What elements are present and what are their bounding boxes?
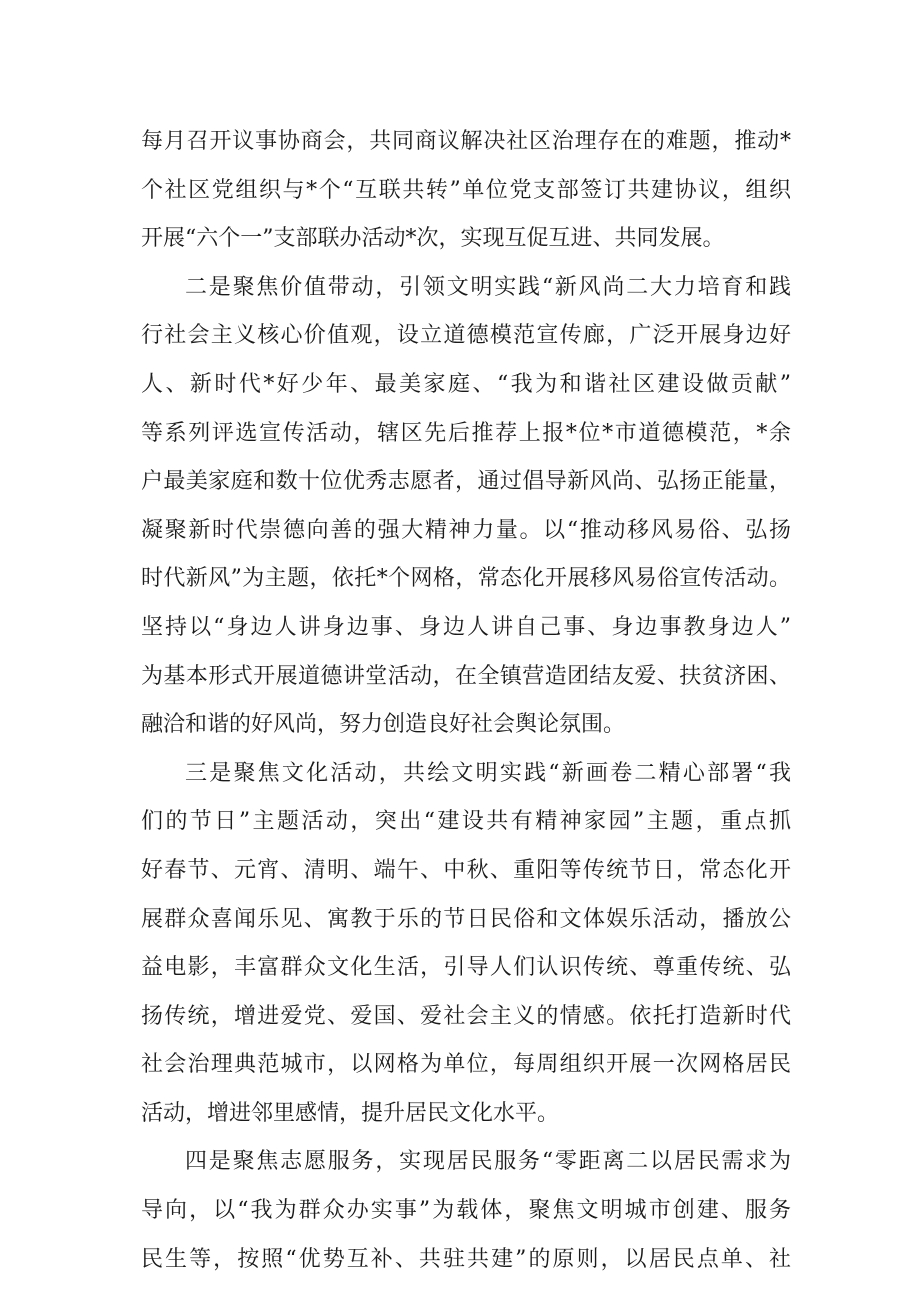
text-line: 行社会主义核心价值观，设立道德模范宣传廊，广泛开展身边好 (141, 323, 791, 349)
text-line: 开展“六个一”支部联办活动*次，实现互促互进、共同发展。 (141, 226, 725, 252)
text-line: 三是聚焦文化活动，共绘文明实践“新画卷二精心部署“我 (185, 760, 791, 786)
text-line: 益电影，丰富群众文化生活，引导人们认识传统、尊重传统、弘 (141, 955, 791, 981)
paragraph-4 (141, 1138, 791, 1284)
paragraph-3 (141, 750, 791, 1139)
text-line: 四是聚焦志愿服务，实现居民服务“零距离二以居民需求为 (185, 1149, 791, 1175)
text-line: 时代新风”为主题，依托*个网格，常态化开展移风易俗宣传活动。 (141, 566, 791, 592)
text-line: 融洽和谐的好风尚，努力创造良好社会舆论氛围。 (141, 712, 626, 738)
text-line: 们的节日”主题活动，突出“建设共有精神家园”主题，重点抓 (141, 809, 791, 835)
paragraph-2 (141, 264, 791, 750)
text-line: 等系列评选宣传活动，辖区先后推荐上报*位*市道德模范，*余 (141, 420, 791, 446)
text-line: 户最美家庭和数十位优秀志愿者，通过倡导新风尚、弘扬正能量， (141, 469, 791, 495)
text-line: 活动，增进邻里感情，提升居民文化水平。 (141, 1100, 560, 1126)
text-line: 好春节、元宵、清明、端午、中秋、重阳等传统节日，常态化开 (141, 857, 791, 883)
text-line: 社会治理典范城市，以网格为单位，每周组织开展一次网格居民 (141, 1052, 791, 1078)
text-line: 民生等，按照“优势互补、共驻共建”的原则，以居民点单、社 (141, 1246, 791, 1272)
text-line: 导向，以“我为群众办实事”为载体，聚焦文明城市创建、服务 (141, 1198, 791, 1224)
text-line: 个社区党组织与*个“互联共转”单位党支部签订共建协议，组织 (141, 177, 791, 203)
text-line: 凝聚新时代崇德向善的强大精神力量。以“推动移风易俗、弘扬 (141, 517, 791, 543)
paragraph-1 (141, 118, 791, 264)
text-line: 人、新时代*好少年、最美家庭、“我为和谐社区建设做贡献” (141, 371, 791, 397)
text-line: 坚持以“身边人讲身边事、身边人讲自己事、身边事教身边人” (141, 614, 791, 640)
text-line: 展群众喜闻乐见、寓教于乐的节日民俗和文体娱乐活动，播放公 (141, 906, 791, 932)
text-line: 每月召开议事协商会，共同商议解决社区治理存在的难题，推动* (141, 129, 791, 154)
text-line: 二是聚焦价值带动，引领文明实践“新风尚二大力培育和践 (185, 274, 791, 300)
document-body (141, 118, 791, 1284)
text-line: 为基本形式开展道德讲堂活动，在全镇营造团结友爱、扶贫济困、 (141, 663, 791, 689)
text-line: 扬传统，增进爱党、爱国、爱社会主义的情感。依托打造新时代 (141, 1003, 791, 1029)
